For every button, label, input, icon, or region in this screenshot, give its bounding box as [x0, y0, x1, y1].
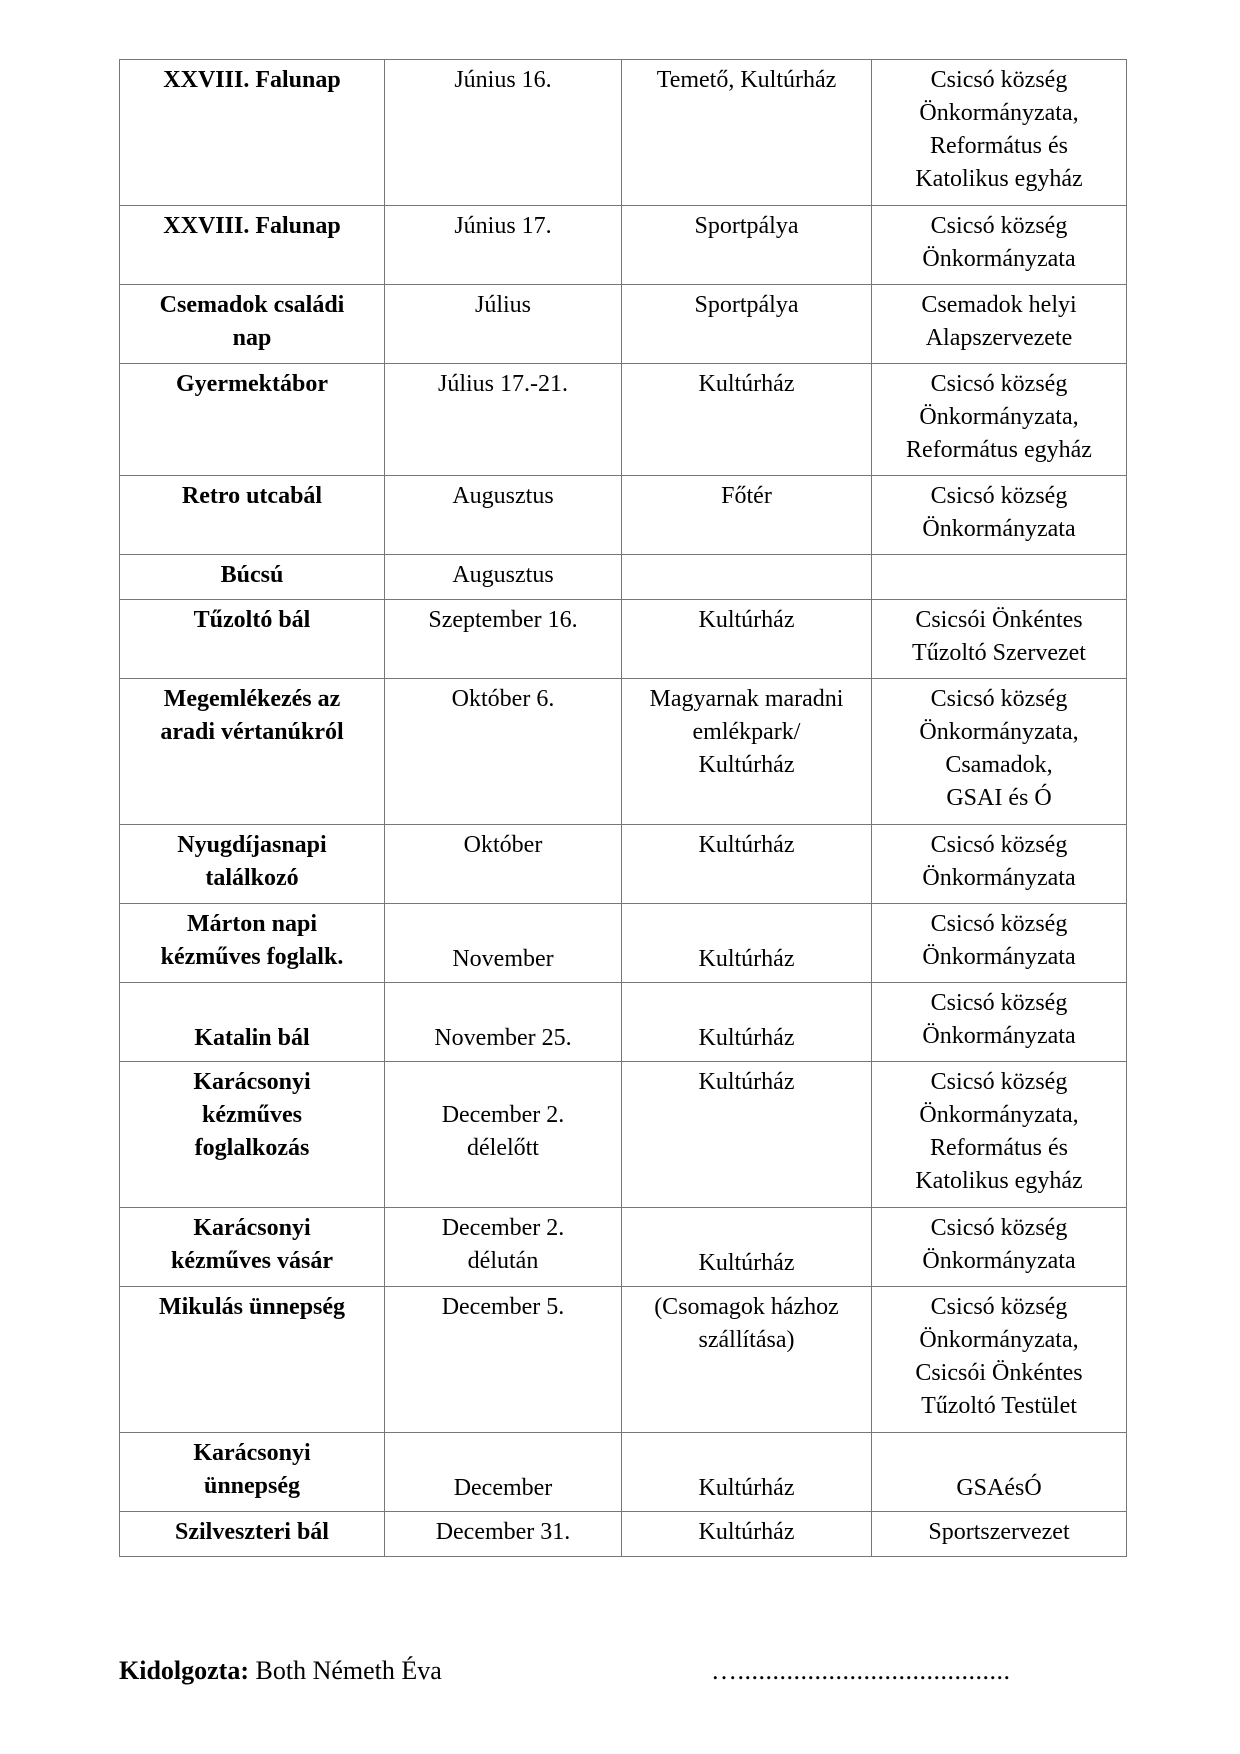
organizer-text: Tűzoltó Testület: [921, 1393, 1077, 1419]
organizer-text: Önkormányzata,: [919, 719, 1079, 745]
organizer-text: Csicsó község: [930, 371, 1068, 397]
place-cell: [622, 476, 872, 555]
event-cell: [120, 679, 385, 825]
organizer-text: Önkormányzata: [922, 865, 1076, 891]
organizer-text: Református egyház: [906, 437, 1092, 463]
organizer-text: Katolikus egyház: [915, 1168, 1083, 1194]
signature-line: ….......................................: [711, 1656, 1011, 1685]
event-text: Karácsonyi: [193, 1069, 311, 1095]
organizer-cell: [872, 1062, 1127, 1208]
date-cell: [385, 60, 622, 206]
date-cell: [385, 285, 622, 364]
place-text: Főtér: [721, 483, 772, 509]
place-cell: [622, 60, 872, 206]
date-text: Október: [463, 832, 543, 858]
organizer-cell: [872, 60, 1127, 206]
date-cell: [385, 1433, 622, 1512]
place-text: Sportpálya: [694, 213, 799, 239]
event-cell: [120, 1433, 385, 1512]
place-cell: [622, 983, 872, 1062]
event-text: aradi vértanúkról: [160, 719, 344, 745]
date-text: December 2.: [441, 1102, 565, 1128]
event-text: Tűzoltó bál: [193, 607, 311, 633]
organizer-cell: [872, 679, 1127, 825]
date-cell: [385, 1062, 622, 1208]
event-text: Megemlékezés az: [163, 686, 341, 712]
place-cell: [622, 1512, 872, 1557]
date-text: Október 6.: [451, 686, 555, 712]
place-text: Magyarnak maradni: [649, 686, 844, 712]
event-cell: [120, 555, 385, 600]
place-cell: [622, 904, 872, 983]
organizer-text: Csicsó község: [930, 213, 1068, 239]
organizer-text: Önkormányzata,: [919, 1327, 1079, 1353]
organizer-text: Csicsó község: [930, 1215, 1068, 1241]
place-cell: [622, 1062, 872, 1208]
organizer-text: Önkormányzata: [922, 944, 1076, 970]
author-name: Both Németh Éva: [255, 1656, 442, 1685]
organizer-cell: [872, 1512, 1127, 1557]
organizer-cell: [872, 364, 1127, 476]
organizer-text: Sportszervezet: [928, 1519, 1070, 1545]
place-text: Kultúrház: [698, 1069, 795, 1095]
place-text: Kultúrház: [698, 1025, 795, 1051]
date-cell: [385, 679, 622, 825]
table-row: [120, 1287, 1127, 1433]
place-text: (Csomagok házhoz: [654, 1294, 839, 1320]
table-row: [120, 1062, 1127, 1208]
organizer-text: Csicsó község: [930, 483, 1068, 509]
place-cell: [622, 825, 872, 904]
date-text: November: [452, 946, 554, 972]
date-text: December 31.: [435, 1519, 571, 1545]
organizer-text: Csicsó község: [930, 990, 1068, 1016]
place-cell: [622, 364, 872, 476]
date-cell: [385, 904, 622, 983]
organizer-text: Tűzoltó Szervezet: [912, 640, 1086, 666]
organizer-text: Református és: [930, 1135, 1068, 1161]
organizer-cell: [872, 600, 1127, 679]
organizer-text: Csicsó község: [930, 911, 1068, 937]
event-cell: [120, 476, 385, 555]
date-text: Július: [474, 292, 531, 318]
event-text: találkozó: [205, 865, 299, 891]
date-text: December 2.: [441, 1215, 565, 1241]
date-text: November 25.: [434, 1025, 572, 1051]
event-text: kézműves: [202, 1102, 302, 1128]
event-cell: [120, 1287, 385, 1433]
table-row: [120, 904, 1127, 983]
event-cell: [120, 285, 385, 364]
place-text: Kultúrház: [698, 371, 795, 397]
date-cell: [385, 1208, 622, 1287]
organizer-text: Önkormányzata: [922, 1023, 1076, 1049]
organizer-cell: [872, 206, 1127, 285]
organizer-cell: [872, 1208, 1127, 1287]
place-cell: [622, 1433, 872, 1512]
event-cell: [120, 1208, 385, 1287]
place-text: emlékpark/: [692, 719, 801, 745]
table-row: [120, 364, 1127, 476]
event-text: Katalin bál: [194, 1025, 310, 1051]
date-cell: [385, 1512, 622, 1557]
date-cell: [385, 983, 622, 1062]
place-cell: [622, 679, 872, 825]
table-row: [120, 476, 1127, 555]
organizer-text: Önkormányzata: [922, 1248, 1076, 1274]
organizer-text: Csamadok,: [945, 752, 1053, 778]
organizer-text: Önkormányzata,: [919, 100, 1079, 126]
event-text: Csemadok családi: [159, 292, 345, 318]
table-row: [120, 206, 1127, 285]
event-text: XXVIII. Falunap: [163, 213, 341, 239]
date-cell: [385, 1287, 622, 1433]
date-cell: [385, 555, 622, 600]
organizer-text: Csicsói Önkéntes: [915, 1360, 1083, 1386]
event-cell: [120, 60, 385, 206]
place-text: Kultúrház: [698, 946, 795, 972]
date-cell: [385, 600, 622, 679]
place-text: Temető, Kultúrház: [656, 67, 837, 93]
date-text: Június 16.: [454, 67, 552, 93]
organizer-text: Alapszervezete: [925, 325, 1073, 351]
table-row: [120, 60, 1127, 206]
date-text: Július 17.-21.: [437, 371, 568, 397]
table-row: [120, 679, 1127, 825]
document-footer: [119, 1654, 1119, 1688]
organizer-cell: [872, 1287, 1127, 1433]
event-text: Karácsonyi: [193, 1215, 311, 1241]
event-text: Nyugdíjasnapi: [177, 832, 327, 858]
date-text: Június 17.: [454, 213, 552, 239]
date-cell: [385, 825, 622, 904]
event-text: kézműves foglalk.: [160, 944, 344, 970]
organizer-text: Csicsó község: [930, 1294, 1068, 1320]
place-text: Kultúrház: [698, 752, 795, 778]
place-cell: [622, 206, 872, 285]
event-cell: [120, 983, 385, 1062]
event-text: foglalkozás: [194, 1135, 310, 1161]
events-table-body: [120, 60, 1127, 1557]
organizer-cell: [872, 476, 1127, 555]
event-text: Márton napi: [186, 911, 317, 937]
author-label: Kidolgozta:: [119, 1656, 249, 1685]
organizer-cell: [872, 825, 1127, 904]
event-cell: [120, 1062, 385, 1208]
organizer-text: Csicsó község: [930, 832, 1068, 858]
date-text: Augusztus: [452, 483, 554, 509]
event-text: ünnepség: [203, 1473, 301, 1499]
table-row: [120, 983, 1127, 1062]
event-text: Szilveszteri bál: [175, 1519, 329, 1545]
event-text: XXVIII. Falunap: [163, 67, 341, 93]
event-text: kézműves vásár: [171, 1248, 333, 1274]
event-text: Gyermektábor: [176, 371, 328, 397]
organizer-text: Csicsó község: [930, 1069, 1068, 1095]
table-row: [120, 555, 1127, 600]
organizer-cell: [872, 1433, 1127, 1512]
organizer-text: Csemadok helyi: [921, 292, 1077, 318]
place-text: Kultúrház: [698, 1475, 795, 1501]
place-cell: [622, 555, 872, 600]
date-cell: [385, 364, 622, 476]
organizer-text: Katolikus egyház: [915, 166, 1083, 192]
table-row: [120, 1433, 1127, 1512]
place-text: Sportpálya: [694, 292, 799, 318]
organizer-text: GSAésÓ: [956, 1475, 1042, 1501]
event-cell: [120, 1512, 385, 1557]
organizer-cell: [872, 555, 1127, 600]
organizer-text: Önkormányzata,: [919, 404, 1079, 430]
event-cell: [120, 904, 385, 983]
events-table: [119, 59, 1127, 1557]
event-text: Mikulás ünnepség: [158, 1294, 346, 1320]
organizer-text: Református és: [930, 133, 1068, 159]
table-row: [120, 285, 1127, 364]
event-text: Búcsú: [220, 562, 284, 588]
organizer-text: Önkormányzata: [922, 246, 1076, 272]
date-text: December: [453, 1475, 553, 1501]
date-text: Szeptember 16.: [428, 607, 578, 633]
table-row: [120, 1208, 1127, 1287]
place-text: Kultúrház: [698, 832, 795, 858]
event-text: nap: [232, 325, 272, 351]
date-text: délután: [467, 1248, 539, 1274]
place-text: szállítása): [698, 1327, 795, 1353]
place-cell: [622, 285, 872, 364]
place-text: Kultúrház: [698, 1519, 795, 1545]
event-cell: [120, 206, 385, 285]
event-text: Karácsonyi: [193, 1440, 311, 1466]
place-cell: [622, 1287, 872, 1433]
event-text: Retro utcabál: [181, 483, 323, 509]
organizer-text: Önkormányzata,: [919, 1102, 1079, 1128]
date-text: délelőtt: [467, 1135, 539, 1161]
table-row: [120, 1512, 1127, 1557]
event-cell: [120, 364, 385, 476]
table-row: [120, 825, 1127, 904]
organizer-cell: [872, 285, 1127, 364]
organizer-text: GSAI és Ó: [946, 785, 1052, 811]
organizer-text: Csicsó község: [930, 67, 1068, 93]
event-cell: [120, 825, 385, 904]
organizer-text: Csicsói Önkéntes: [915, 607, 1083, 633]
event-cell: [120, 600, 385, 679]
place-cell: [622, 600, 872, 679]
date-text: Augusztus: [452, 562, 554, 588]
organizer-cell: [872, 983, 1127, 1062]
place-text: Kultúrház: [698, 1250, 795, 1276]
organizer-text: Önkormányzata: [922, 516, 1076, 542]
place-text: Kultúrház: [698, 607, 795, 633]
organizer-text: Csicsó község: [930, 686, 1068, 712]
date-cell: [385, 476, 622, 555]
table-row: [120, 600, 1127, 679]
organizer-cell: [872, 904, 1127, 983]
date-text: December 5.: [441, 1294, 565, 1320]
place-cell: [622, 1208, 872, 1287]
date-cell: [385, 206, 622, 285]
